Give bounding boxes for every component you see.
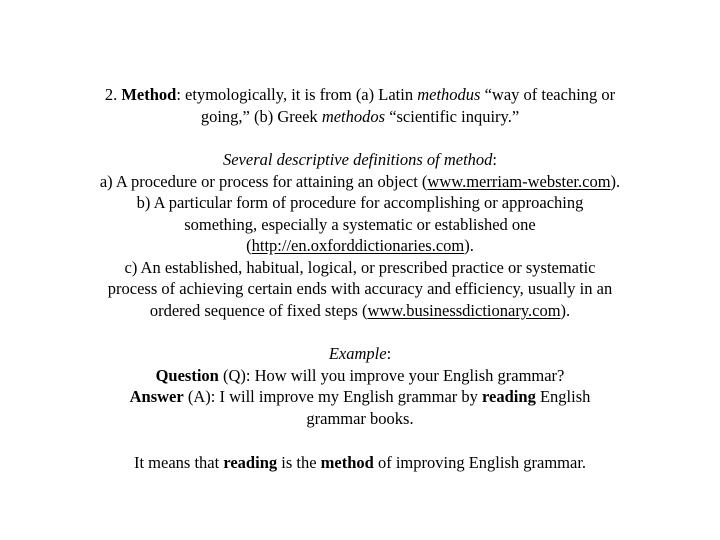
definition-b-line-2: something, especially a systematic or established one [184,214,536,234]
method-keyword: method [320,453,374,472]
conclusion-line [60,452,660,474]
answer-text: English [535,387,591,406]
definitions-heading-text: Several descriptive definitions of [222,150,444,169]
question-line [60,365,660,387]
answer-line-2: grammar books. [306,408,414,428]
latin-word: methodus [417,85,481,104]
intro-text: going,” (b) Greek [200,106,322,126]
definition-b-line-3 [40,235,680,257]
definition-a [40,171,680,193]
section-number: 2. [104,85,118,104]
definition-b-end: ). [464,236,474,255]
reading-keyword: reading [223,453,278,472]
example-section [60,343,660,429]
definition-c-line-1: c) An established, habitual, logical, or prescribed practice or systematic [124,257,596,277]
conclusion-text: of improving English grammar. [373,453,587,472]
example-heading-text: Example [328,344,387,363]
question-label: Question [155,365,219,385]
definitions-heading-colon: : [492,150,498,169]
definition-a-text: a) A procedure or process for attaining an object ( [99,171,428,191]
answer-line-1 [60,386,660,408]
definition-c-end: ). [560,300,571,320]
intro-paragraph [60,84,660,127]
question-text: : How will you improve your English grammar? [245,365,565,385]
definition-c-text: ordered sequence of fixed steps ( [149,300,368,320]
definition-a-end: ). [610,171,621,191]
merriam-webster-link[interactable]: www.merriam-webster.com [427,171,611,191]
oxford-dictionaries-link[interactable]: http://en.oxforddictionaries.com [251,236,465,255]
definitions-section [40,149,680,321]
answer-label: Answer [129,387,184,406]
intro-line-2 [60,106,660,128]
definition-b-open: ( [246,236,252,255]
answer-text: : I will improve my English grammar by [210,387,483,406]
conclusion-text: It means that [133,453,224,472]
greek-word: methodos [321,106,386,126]
question-code: (Q) [218,365,246,385]
definition-c-line-3 [40,300,680,322]
intro-text: “way of teaching or [480,85,616,104]
intro-line-1 [60,84,660,106]
answer-keyword: reading [482,387,536,406]
method-term: Method [121,85,177,104]
definitions-heading-term: method [443,150,493,169]
answer-code: (A) [183,387,211,406]
example-heading [60,343,660,365]
intro-text: : etymologically, it is from (a) Latin [176,85,418,104]
definitions-heading [40,149,680,171]
definition-b-line-1: b) A particular form of procedure for accomplishing or approaching [136,193,584,212]
definition-c-line-2: process of achieving certain ends with accuracy and efficiency, usually in an [107,279,613,298]
intro-text: “scientific inquiry.” [385,106,520,126]
conclusion-text: is the [277,453,321,472]
example-heading-colon: : [386,344,392,363]
conclusion-paragraph [60,452,660,474]
business-dictionary-link[interactable]: www.businessdictionary.com [367,300,561,320]
